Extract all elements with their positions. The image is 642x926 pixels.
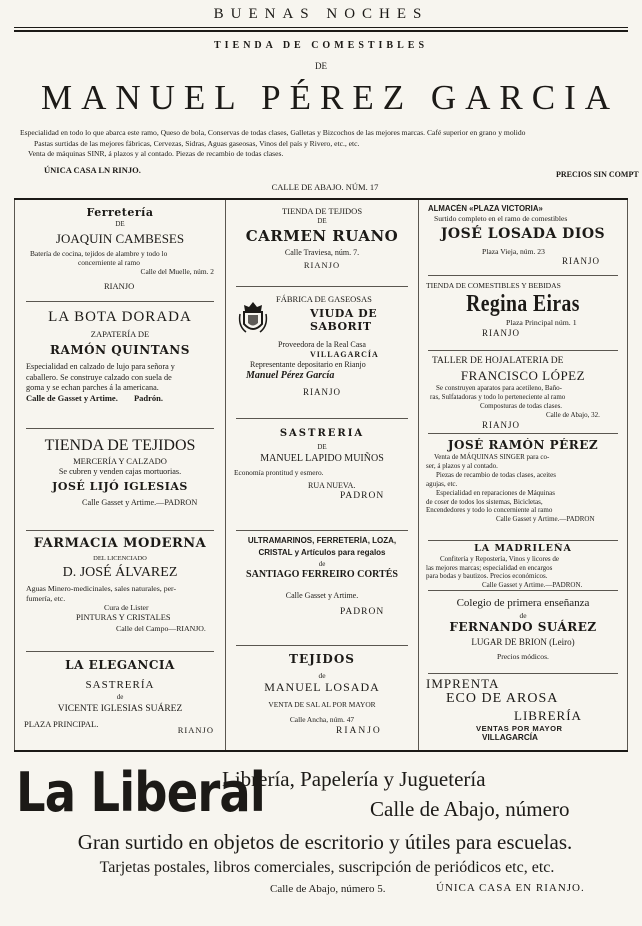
ad-desc-line: Venta de MÁQUINAS SINGER para co- xyxy=(434,453,550,461)
ad-desc-line: de coser de todos los sistemas, Bicicletas, xyxy=(426,497,543,506)
ad-carmen-ruano xyxy=(230,206,414,271)
c3-sep xyxy=(428,673,618,674)
ad-name: VICENTE IGLESIAS SUÁREZ xyxy=(57,703,183,714)
header-prices: PRECIOS SIN COMPT xyxy=(556,170,639,179)
ad-viuda-saborit xyxy=(230,294,414,398)
ad-title: LA ELEGANCIA xyxy=(65,658,175,672)
c3-sep xyxy=(428,275,618,276)
ad-desc xyxy=(422,384,624,420)
ad-desc: Plaza Principal núm. 1 xyxy=(506,318,577,328)
header-unique: ÚNICA CASA LN RINJO. xyxy=(44,165,141,175)
ad-name: SANTIAGO FERREIRO CORTÉS xyxy=(246,568,398,580)
ad-title: LA BOTA DORADA xyxy=(48,309,192,325)
grid-top-rule xyxy=(14,198,628,200)
ad-town: PADRON xyxy=(340,607,385,618)
ad-desc-line: ser, á plazos y al contado. xyxy=(426,461,498,470)
grid-divider-2 xyxy=(418,200,419,750)
ad-town: PADRON xyxy=(340,491,385,501)
grid-bottom-rule xyxy=(14,750,628,752)
ad-line: VENTAS POR MAYOR xyxy=(476,724,563,733)
ad-title: FÁBRICA DE GASEOSAS xyxy=(276,294,372,304)
ad-jose-ramon-perez xyxy=(422,438,624,524)
header-de: DE xyxy=(315,61,327,71)
ad-desc: Surtido completo en el ramo de comestibles xyxy=(434,213,568,223)
ad-desc: VENTA DE SAL AL POR MAYOR xyxy=(268,700,376,710)
ad-sub: SASTRERÍA xyxy=(85,679,155,691)
ad-desc-line: concerniente al ramo xyxy=(78,258,140,267)
header-desc-2: Pastas surtidas de las mejores fábricas, Cervezas, Sidras, Aguas gaseosas, Vinos del país y Rivero, etc., etc. xyxy=(34,138,360,148)
ad-desc-line: Especialidad en reparaciones de Máquinas xyxy=(436,488,555,497)
ad-title: TIENDA DE TEJIDOS xyxy=(281,206,363,216)
ad-desc-line: Calle de Abajo, 32. xyxy=(546,411,600,420)
ad-name: D. JOSÉ ÁLVAREZ xyxy=(62,565,178,581)
ad-address xyxy=(20,393,220,404)
ad-town: Padrón. xyxy=(133,393,163,404)
grid-left-border xyxy=(14,200,15,750)
ad-desc-line: Encendedores y todo lo concerniente al ramo xyxy=(426,506,553,515)
c3-sep xyxy=(428,540,618,541)
ad-desc: Representante depositario en Rianjo xyxy=(250,360,366,370)
ad-desc xyxy=(20,362,220,393)
ad-francisco-lopez xyxy=(422,356,624,431)
footer-line-3: Gran surtido en objetos de escritorio y útiles para escuelas. xyxy=(77,830,573,854)
ad-de: DE xyxy=(115,219,125,228)
ad-title: TEJIDOS xyxy=(289,652,355,666)
ad-desc-line: agujas, etc. xyxy=(426,479,458,488)
ad-desc-line: para bodas y bautizos. Precios económicos. xyxy=(426,572,548,581)
ad-title: TIENDA DE COMESTIBLES Y BEBIDAS xyxy=(426,281,561,290)
ad-desc: RUA NUEVA. xyxy=(308,481,356,490)
ad-town: RIANJO xyxy=(562,256,601,267)
royal-crest-icon xyxy=(238,300,268,336)
ad-line: IMPRENTA xyxy=(426,676,500,691)
header-owner: MANUEL PÉREZ GARCIA xyxy=(40,78,620,117)
c1-sep xyxy=(26,301,214,302)
c2-sep xyxy=(236,645,408,646)
ad-town: RIANJO xyxy=(303,260,341,271)
c3-sep xyxy=(428,433,618,434)
ad-desc-line: goma y se echan parches á la americana. xyxy=(26,382,159,392)
grid-divider-1 xyxy=(225,200,226,750)
c2-sep xyxy=(236,418,408,419)
ad-de: de xyxy=(318,671,326,680)
ad-line: VILLAGARCÍA xyxy=(482,733,538,743)
header-address: CALLE DE ABAJO. NÚM. 17 xyxy=(271,182,379,192)
header-desc-1: Especialidad en todo lo que abarca este ramo, Queso de bola, Conservas de todas clases, Galletas y Bizcochos de las mejores marcas. Café superior en grano y molido xyxy=(20,128,526,137)
ad-bota-dorada xyxy=(20,308,220,404)
ad-de: DE xyxy=(317,442,327,451)
ad-line: ECO DE AROSA xyxy=(446,691,559,707)
ad-desc: LUGAR DE BRION (Leiro) xyxy=(471,637,575,648)
ad-town: RIANJO xyxy=(302,386,341,397)
ad-ferreteria-cambeses xyxy=(20,206,220,291)
ad-desc-line: Piezas de recambio de todas clases, aceites xyxy=(436,470,556,479)
ad-tejidos-losada xyxy=(230,652,414,738)
c1-sep xyxy=(26,530,214,531)
ad-desc-line: las mejores marcas; especialidad en encargos xyxy=(426,563,553,572)
ad-street: PLAZA PRINCIPAL. xyxy=(24,719,99,730)
ad-town: RIANJO xyxy=(482,328,521,339)
ad-town: RIANJO xyxy=(104,280,135,291)
ad-desc-line: PINTURAS Y CRISTALES xyxy=(76,613,171,623)
ad-title: LA MADRILEÑA xyxy=(474,543,572,554)
ad-title: TIENDA DE TEJIDOS xyxy=(44,437,196,454)
c1-sep xyxy=(26,651,214,652)
ad-sastreria-lapido xyxy=(230,428,414,503)
ad-title: Colegio de primera enseñanza xyxy=(456,597,590,609)
c1-sep xyxy=(26,428,214,429)
ad-desc xyxy=(20,249,220,277)
ad-desc: Calle Gasset y Artime. xyxy=(285,591,359,601)
masthead-rule xyxy=(14,27,628,28)
ad-title: TALLER DE HOJALATERÍA DE xyxy=(432,356,564,366)
grid-right-border xyxy=(627,200,628,750)
ad-desc-line: Composturas de todas clases. xyxy=(480,402,563,411)
ad-desc-line: Calle Gasset y Artime.—PADRON. xyxy=(482,581,583,590)
ad-desc: Se cubren y venden cajas mortuorias. xyxy=(58,466,182,476)
ad-name: JOSÉ LOSADA DIOS xyxy=(440,226,606,243)
ad-name: JOSÉ LIJÓ IGLESIAS xyxy=(52,479,188,493)
footer-line-2: Calle de Abajo, número xyxy=(370,797,570,821)
ad-desc-line: Batería de cocina, tejidos de alambre y todo lo xyxy=(30,248,168,258)
ad-desc: Proveedora de la Real Casa xyxy=(278,340,366,350)
ad-desc: Precios módicos. xyxy=(497,652,549,662)
footer-line-1: Librería, Papelería y Juguetería xyxy=(222,767,486,791)
ad-name: Regina Eiras xyxy=(466,291,580,318)
ad-desc xyxy=(20,584,220,633)
ad-desc: Calle Ancha, núm. 47 xyxy=(289,714,355,724)
masthead-rule-2 xyxy=(14,30,628,32)
ad-desc: Calle Traviesa, núm. 7. xyxy=(284,248,360,258)
ad-name: MANUEL LOSADA xyxy=(264,680,380,695)
ad-street: Calle de Gasset y Artime. xyxy=(26,393,118,404)
ad-desc: Plaza Vieja, núm. 23 xyxy=(482,246,545,256)
ad-sub: MERCERÍA Y CALZADO xyxy=(73,456,167,466)
ad-desc: Economía prontitud y esmero. xyxy=(234,467,324,477)
ad-town: RIANJO xyxy=(177,725,214,736)
ad-title: ALMACÉN «PLAZA VICTORIA» xyxy=(428,204,543,213)
ad-de: de xyxy=(318,560,326,568)
ad-title: Ferretería xyxy=(86,206,154,219)
ad-desc-line: Confitería y Repostería, Vinos y licores de xyxy=(440,554,560,563)
c3-sep xyxy=(428,590,618,591)
ad-title: SASTRERIA xyxy=(279,428,365,439)
masthead: BUENAS NOCHES xyxy=(213,6,429,22)
ad-desc xyxy=(422,453,624,524)
ad-desc-line: Especialidad en calzado de lujo para señora y xyxy=(26,362,175,372)
ad-desc-line: fumería, etc. xyxy=(26,593,66,603)
ad-desc: VILLAGARCÍA xyxy=(310,350,379,360)
ad-desc-line: Aguas Minero-medicinales, sales naturales, per- xyxy=(26,583,177,593)
ad-address xyxy=(20,719,220,736)
ad-name: MANUEL LAPIDO MUIÑOS xyxy=(260,453,384,465)
ad-title: ULTRAMARINOS, FERRETERÍA, LOZA, xyxy=(247,536,397,545)
ad-desc-line: Calle del Muelle, núm. 2 xyxy=(140,267,214,277)
c2-sep xyxy=(236,286,408,287)
c2-sep xyxy=(236,530,408,531)
ad-title: FARMACIA MODERNA xyxy=(33,536,207,551)
header-desc-3: Venta de máquinas SINR, á plazos y al contado. Piezas de recambio de todas clases. xyxy=(28,149,284,158)
ad-town: RIANJO xyxy=(482,420,521,431)
ad-desc: Manuel Pérez García xyxy=(246,370,335,382)
ad-desc-line: Calle Gasset y Artime.—PADRON xyxy=(496,515,595,524)
ad-desc xyxy=(422,555,624,590)
ad-name: JOSÉ RAMÓN PÉREZ xyxy=(447,438,599,452)
ad-la-elegancia xyxy=(20,658,220,736)
ad-de: DE xyxy=(317,216,327,225)
ad-desc-line: Calle del Campo—RIANJO. xyxy=(116,623,206,633)
ad-regina-eiras xyxy=(422,281,624,339)
ad-desc-line: caballero. Se construye calzado con suela de xyxy=(26,372,172,382)
ad-desc-line: Se construyen aparatos para acetileno, Baño- xyxy=(436,384,562,393)
ad-name: CARMEN RUANO xyxy=(245,227,399,246)
ad-town: RIANJO xyxy=(336,725,382,736)
footer-unique: ÚNICA CASA EN RIANJO. xyxy=(436,882,585,894)
ad-address: Calle Gasset y Artime.—PADRON xyxy=(82,497,198,507)
ad-imprenta-eco-de-arosa xyxy=(422,676,624,744)
ad-de: de xyxy=(116,692,124,701)
ad-name: FERNANDO SUÁREZ xyxy=(449,620,597,635)
ad-colegio xyxy=(422,597,624,662)
ad-name: RAMÓN QUINTANS xyxy=(50,343,190,358)
ad-de: de xyxy=(519,610,527,620)
ad-line: LIBRERÍA xyxy=(514,707,582,723)
ad-desc-line: Cura de Lister xyxy=(104,603,149,613)
ad-plaza-victoria xyxy=(422,204,624,267)
footer-brand: La Liberal xyxy=(16,761,265,824)
ad-title: CRISTAL y Artículos para regalos xyxy=(258,548,386,557)
ad-desc-line: ras, Sulfatadoras y todo lo perteneciente al ramo xyxy=(430,393,566,402)
ad-name: VIUDA DE SABORIT xyxy=(310,306,378,334)
ad-name: JOAQUIN CAMBESES xyxy=(55,230,185,246)
header-shop-type: TIENDA DE COMESTIBLES xyxy=(213,40,429,51)
footer-line-4: Tarjetas postales, libros comerciales, suscripción de periódicos etc, etc. xyxy=(99,859,555,876)
ad-name: FRANCISCO LÓPEZ xyxy=(460,367,586,383)
header-desc xyxy=(20,128,640,160)
footer-address: Calle de Abajo, número 5. xyxy=(270,883,386,895)
c3-sep xyxy=(428,350,618,351)
ad-sub: ZAPATERÍA DE xyxy=(90,328,150,339)
ad-farmacia-moderna xyxy=(20,536,220,633)
ad-ferreiro-cortes xyxy=(230,536,414,619)
ad-lijo-iglesias xyxy=(20,436,220,508)
ad-sub: DEL LICENCIADO xyxy=(93,555,147,563)
ad-la-madrilena xyxy=(422,543,624,590)
